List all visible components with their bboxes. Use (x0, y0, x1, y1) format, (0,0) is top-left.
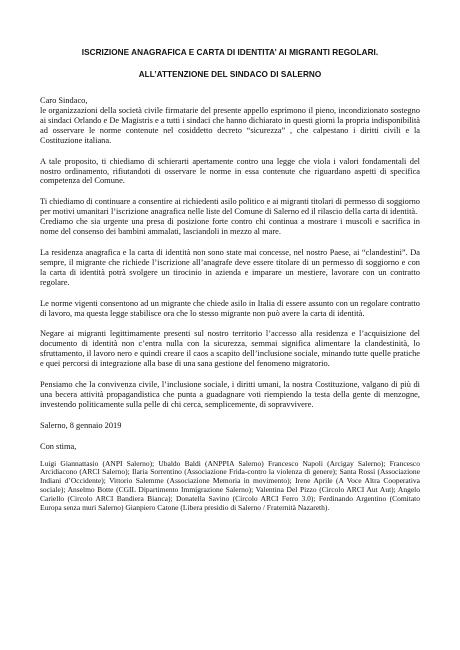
letter-recipient-heading: ALL’ATTENZIONE DEL SINDACO DI SALERNO (138, 70, 322, 79)
paragraph-3: Ti chiediamo di continuare a consentire ai richiedenti asilo politico e ai migranti titolari di permesso di soggiorno per motivi umanitari l’iscrizione anagrafica nelle liste del Comune di Salerno ed il rilascio della carta di identità. (40, 197, 420, 217)
paragraph-1: le organizzazioni della società civile firmatarie del presente appello esprimono il pieno, incondizionato sostegno ai sindaci Orlando e De Magistris e a tutti i sindaci che hanno dichiarato in questi giorni la propria indisponibilità ad osservare le norme contenute nel cosiddetto decreto “sicurezza” , che calpestano i diritti civili e la Costituzione italiana. (40, 106, 420, 145)
paragraph-6: Le norme vigenti consentono ad un migrante che chiede asilo in Italia di essere assunto con un regolare contratto di lavoro, ma questa legge stabilisce ora che lo stesso migrante non può avere la carta di identità. (40, 298, 420, 318)
signatories-list: Luigi Giannattasio (ANPI Salerno); Ubaldo Baldi (ANPPIA Salerno) Francesco Napoli (Arcigay Salerno); Francesco Arcidiacono (ARCI Salerno); Ilaria Sorrentino (Associazione Frida-contro la violenza di genere); Santa Rossi (Associazione Indiani d’Occidente); Vittorio Salemme (Associazione Memoria in movimento); Irene Aprile (A Voce Altra Cooperativa sociale); Anselmo Botte (CGIL Dipartimento Immigrazione Salerno); Valentina Del Pizzo (Circolo ARCI Aut Aut); Angelo Cariello (Circolo ARCI Bandiera Bianca); Donatella Savino (Circolo ARCI Ferro 3.0); Ferdinando Argentino (Comitato Europa senza muri Salerno) Gianpiero Catone (Libera presidio di Salerno / Fraternità Nazareth). (40, 458, 420, 512)
closing: Con stima, (40, 441, 77, 451)
date-line: Salerno, 8 gennaio 2019 (40, 420, 122, 430)
paragraph-5: La residenza anagrafica e la carta di identità non sono state mai concesse, nel nostro Paese, ai “clandestini”. Da sempre, il migrante che richiede l’iscrizione all’anagrafe deve essere titolare di un permesso di soggiorno e con la carta di identità potrà svolgere un tirocinio in azienda e imparare un mestiere, lavorare con un contratto regolare. (40, 247, 420, 287)
paragraph-2: A tale proposito, ti chiediamo di schierarti apertamente contro una legge che viola i valori fondamentali del nostro ordinamento, rifiutandoti di osservare le norme in essa contenute che riguardano aspetti di specifica competenza del Comune. (40, 156, 420, 186)
paragraph-4: Crediamo che sia urgente una presa di posizione forte contro chi continua a mostrare i muscoli e sacrifica in nome del consenso dei bambini ammalati, lasciandoli in mezzo al mare. (40, 217, 420, 237)
salutation: Caro Sindaco, (40, 96, 88, 105)
letter-title: ISCRIZIONE ANAGRAFICA E CARTA DI IDENTITA’ AI MIGRANTI REGOLARI. (81, 48, 379, 57)
letter-body (40, 48, 420, 512)
paragraph-8: Pensiamo che la convivenza civile, l’inclusione sociale, i diritti umani, la nostra Costituzione, valgano di più di una becera attività propagandistica che punta a guadagnare voti riempiendo la testa della gente di menzogne, investendo politicamente sulla pelle di chi cerca, semplicemente, di sopravvivere. (40, 380, 420, 409)
paragraph-7: Negare ai migranti legittimamente presenti sul nostro territorio l’accesso alla residenza e l’acquisizione del documento di identità non c’entra nulla con la sicurezza, semmai significa alimentare la clandestinità, lo sfruttamento, il lavoro nero e quindi creare il caos a scapito dell’inclusione sociale, minando tutte quelle pratiche e quei percorsi di integrazione alla base di una sana gestione del fenomeno migratorio. (40, 329, 420, 369)
